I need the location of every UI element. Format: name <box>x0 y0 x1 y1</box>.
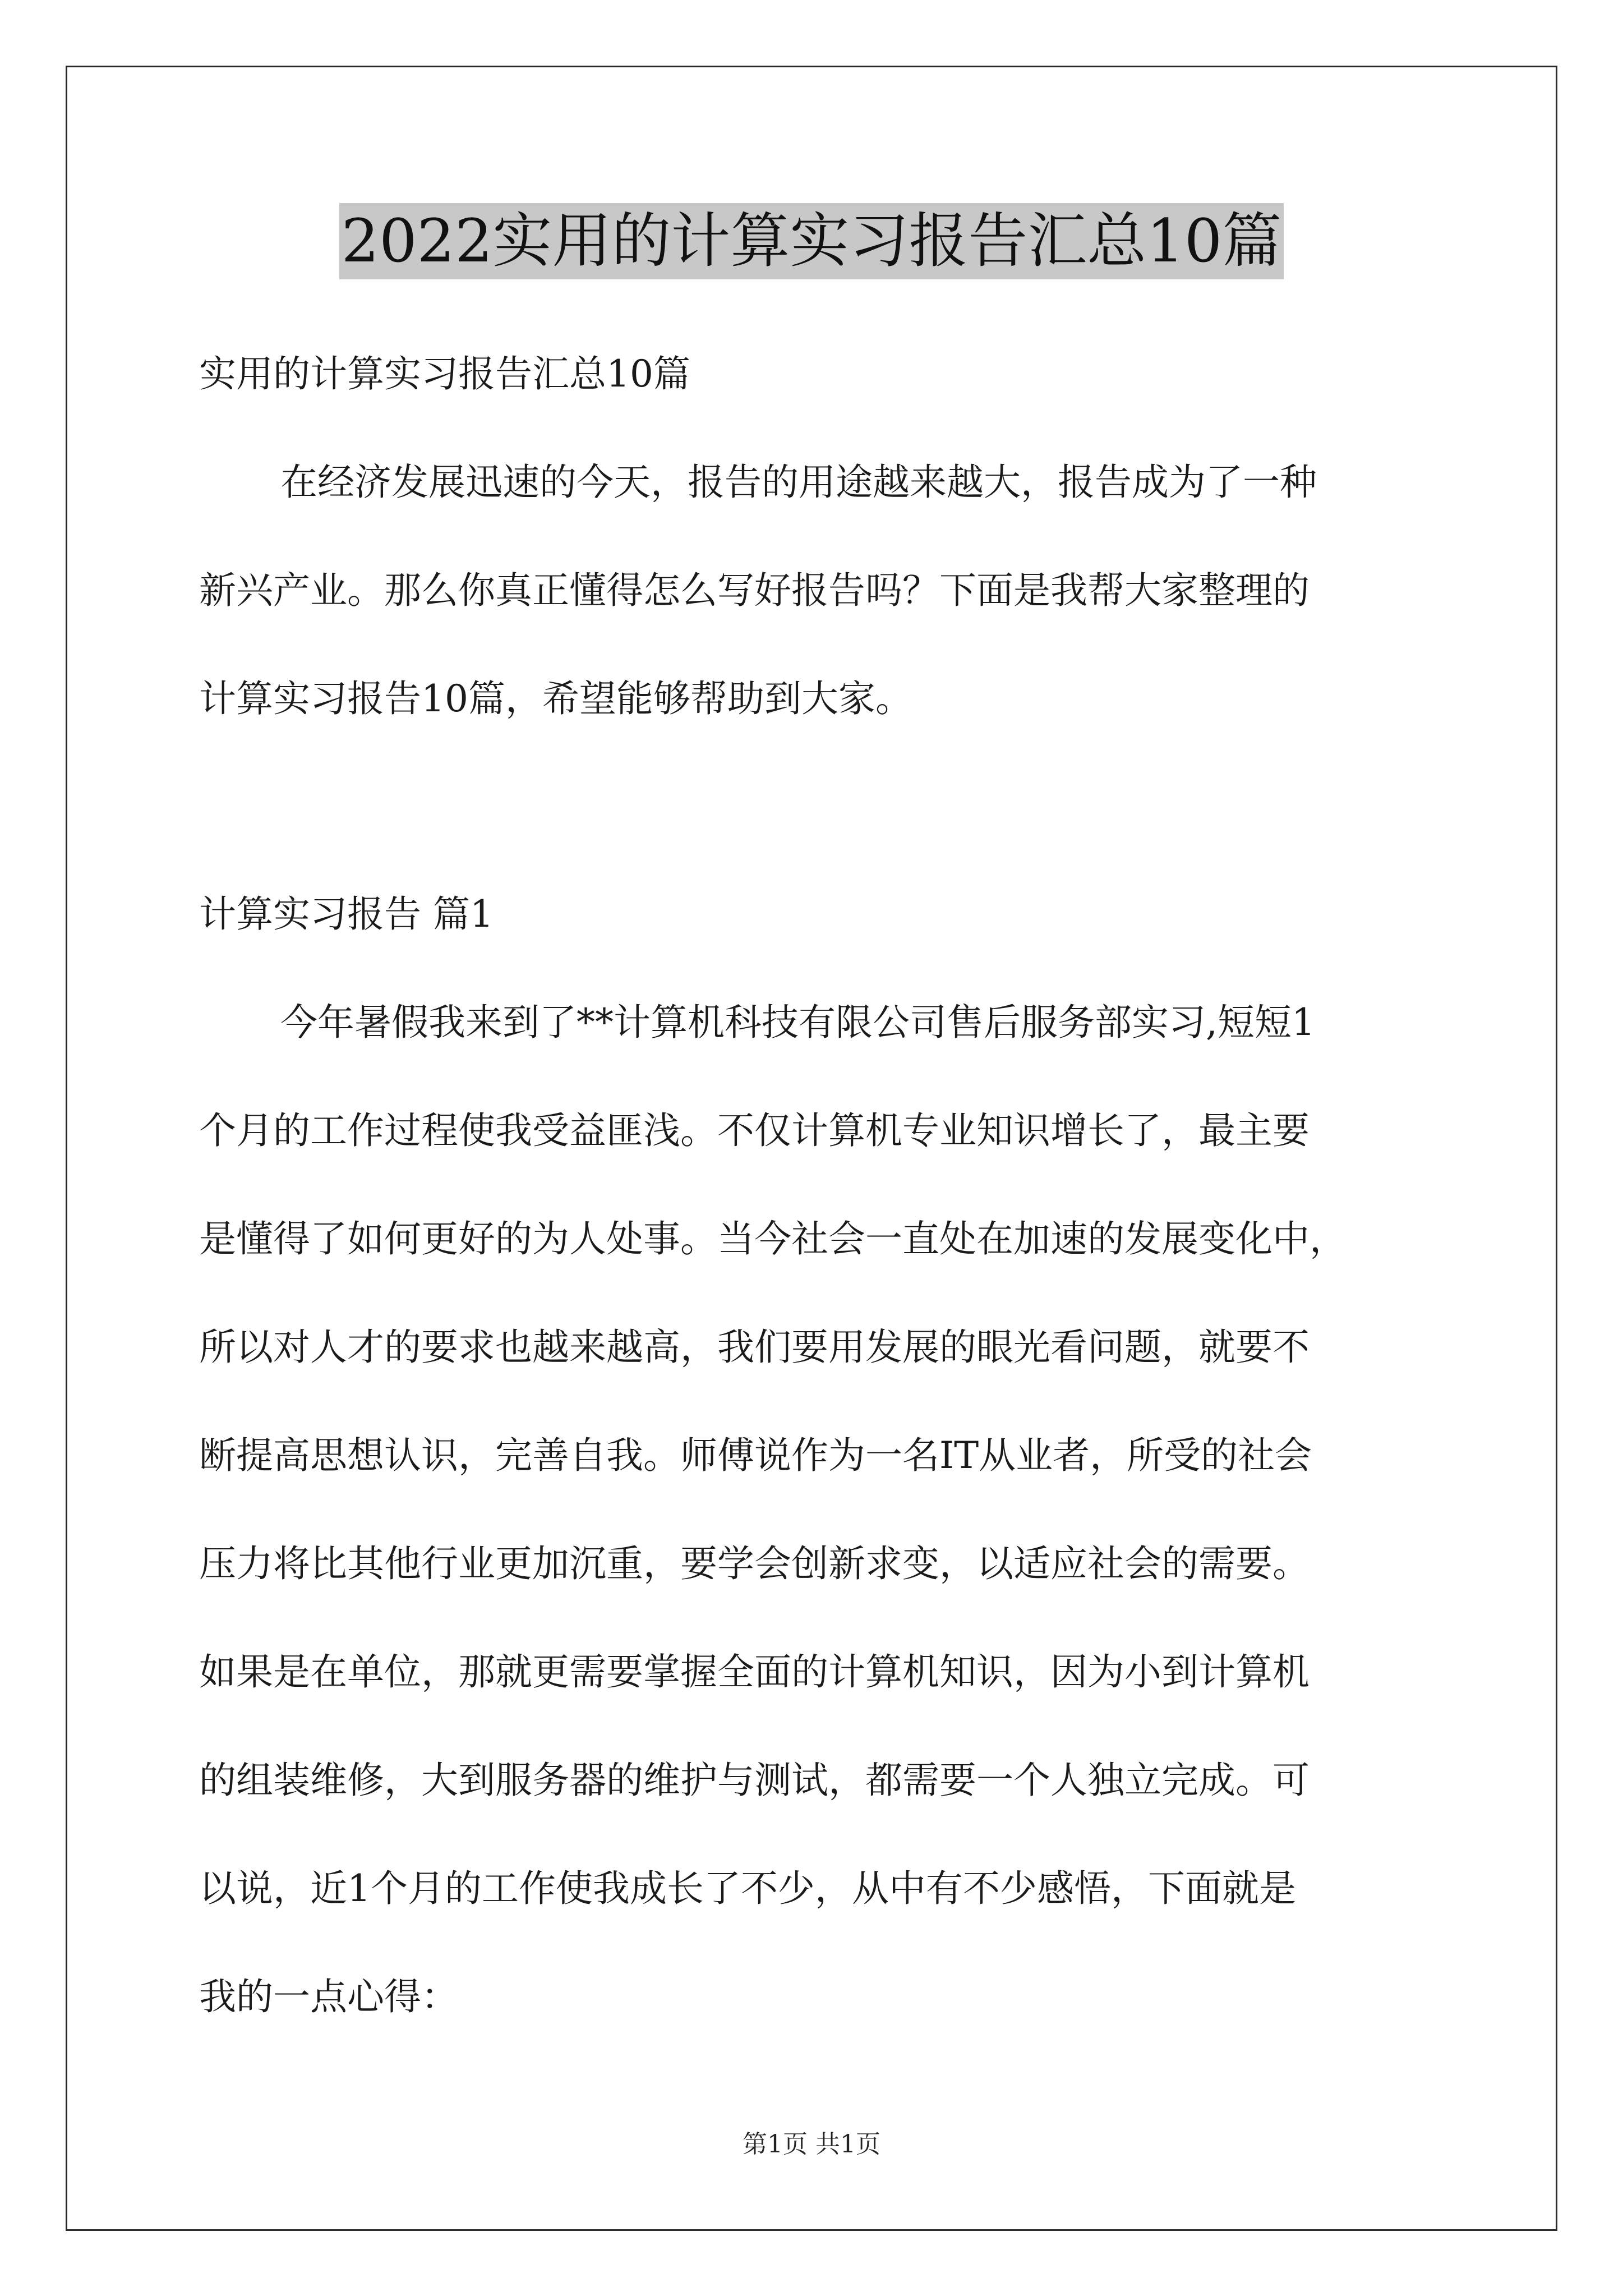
body-line-8: 的组装维修，大到服务器的维护与测试，都需要一个人独立完成。可 <box>199 1759 1310 1802</box>
body-line-10: 我的一点心得： <box>199 1975 458 2018</box>
body-line-3: 是懂得了如何更好的为人处事。当今社会一直处在加速的发展变化中， <box>199 1217 1347 1260</box>
document-subtitle: 实用的计算实习报告汇总10篇 <box>199 352 690 395</box>
body-line-9: 以说，近1个月的工作使我成长了不少，从中有不少感悟，下面就是 <box>199 1867 1296 1910</box>
page-footer: 第1页 共1页 <box>743 2130 880 2159</box>
title-container <box>0 203 1623 279</box>
document-title: 2022实用的计算实习报告汇总10篇 <box>339 203 1284 279</box>
intro-line-1: 在经济发展迅速的今天，报告的用途越来越大，报告成为了一种 <box>280 461 1317 504</box>
section-heading: 计算实习报告 篇1 <box>199 892 494 936</box>
intro-line-3: 计算实习报告10篇，希望能够帮助到大家。 <box>199 677 912 720</box>
intro-line-2: 新兴产业。那么你真正懂得怎么写好报告吗？下面是我帮大家整理的 <box>199 569 1310 612</box>
body-line-1: 今年暑假我来到了**计算机科技有限公司售后服务部实习,短短1 <box>280 1001 1315 1044</box>
body-line-7: 如果是在单位，那就更需要掌握全面的计算机知识，因为小到计算机 <box>199 1650 1310 1694</box>
body-line-4: 所以对人才的要求也越来越高，我们要用发展的眼光看问题，就要不 <box>199 1326 1310 1369</box>
body-line-2: 个月的工作过程使我受益匪浅。不仅计算机专业知识增长了，最主要 <box>199 1109 1310 1152</box>
body-line-5: 断提高思想认识，完善自我。师傅说作为一名IT从业者，所受的社会 <box>199 1434 1312 1477</box>
body-line-6: 压力将比其他行业更加沉重，要学会创新求变，以适应社会的需要。 <box>199 1542 1310 1585</box>
